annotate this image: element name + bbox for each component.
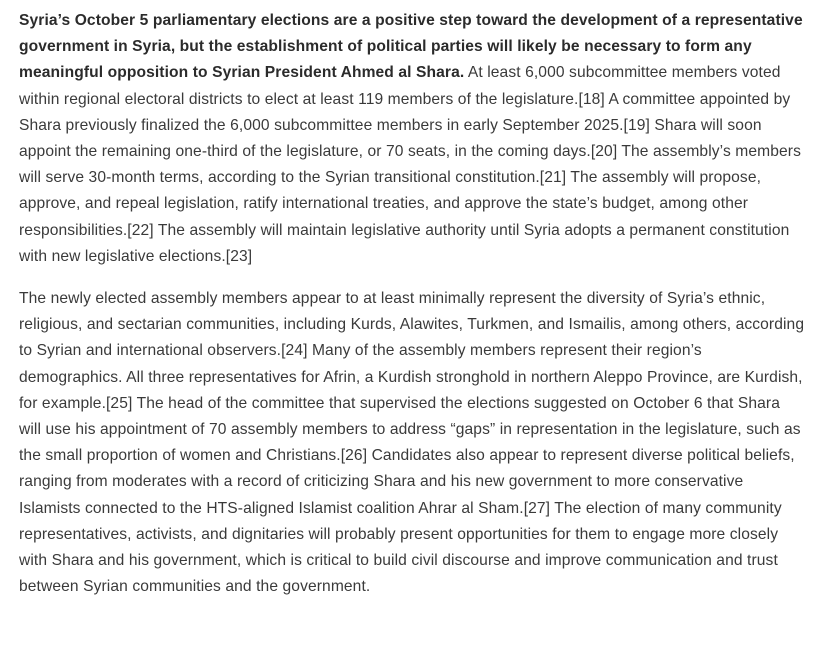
paragraph-lead: Syria’s October 5 parliamentary elections are a positive step toward the development of a representative government in Syria, but the establishment of political parties will likely be necessary to form any meaningful opposition to Syrian President Ahmed al Shara. — [19, 12, 803, 82]
article-body — [19, 8, 805, 600]
paragraph-representation — [19, 286, 805, 600]
paragraph-elections — [19, 8, 805, 270]
paragraph-text: The newly elected assembly members appear to at least minimally represent the diversity of Syria’s ethnic, religious, and sectarian communities, including Kurds, Alawites, Turkmen, and Ismailis, among others, according to Syrian and international observers.[24] Many of the assembly members represent their region’s demographics. All three representatives for Afrin, a Kurdish stronghold in northern Aleppo Province, are Kurdish, for example.[25] The head of the committee that supervised the elections suggested on October 6 that Shara will use his appointment of 70 assembly members to address “gaps” in representation in the legislature, such as the small proportion of women and Christians.[26] Candidates also appear to represent diverse political beliefs, ranging from moderates with a record of criticizing Shara and his new government to more conservative Islamists connected to the HTS-aligned Islamist coalition Ahrar al Sham.[27] The election of many community representatives, activists, and dignitaries will probably present opportunities for them to engage more closely with Shara and his government, which is critical to build civil discourse and improve communication and trust between Syrian communities and the government. — [19, 290, 805, 596]
paragraph-text: At least 6,000 subcommittee members voted within regional electoral districts to elect at least 119 members of the legislature.[18] A committee appointed by Shara previously finalized the 6,000 subcommittee members in early September 2025.[19] Shara will soon appoint the remaining one-third of the legislature, or 70 seats, in the coming days.[20] The assembly’s members will serve 30-month terms, according to the Syrian transitional constitution.[21] The assembly will propose, approve, and repeal legislation, ratify international treaties, and approve the state’s budget, among other responsibilities.[22] The assembly will maintain legislative authority until Syria adopts a permanent constitution with new legislative elections.[23] — [19, 64, 801, 265]
